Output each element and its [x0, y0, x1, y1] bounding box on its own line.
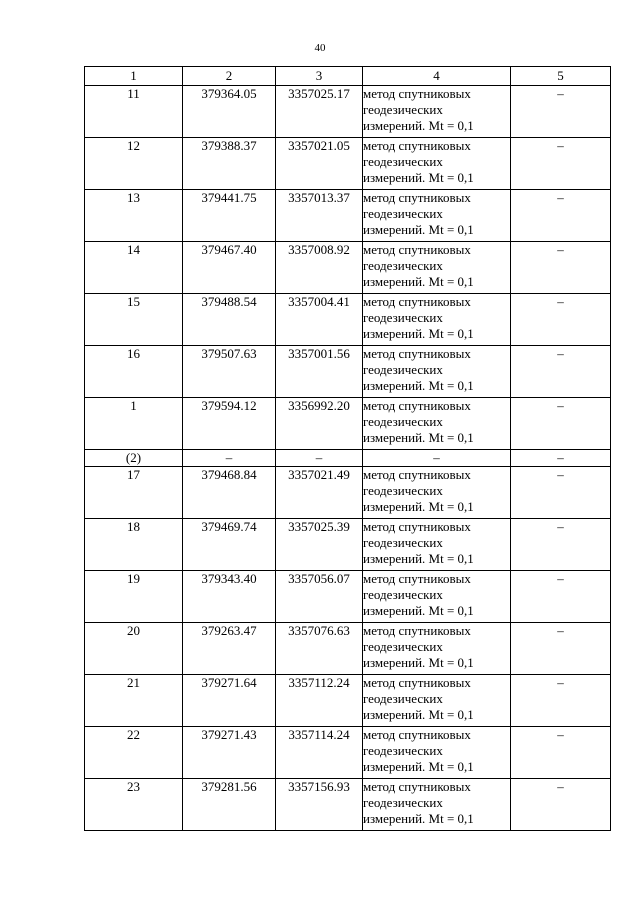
method-cell: метод спутниковых геодезических измерений. Mt = 0,1 [363, 346, 511, 398]
y-coordinate-cell: 3357025.17 [276, 86, 363, 138]
table-row [85, 294, 611, 346]
description-cell: – [511, 519, 611, 571]
y-coordinate-cell: 3357076.63 [276, 623, 363, 675]
x-coordinate-cell: 379364.05 [183, 86, 276, 138]
description-cell: – [511, 138, 611, 190]
y-coordinate-cell: 3357056.07 [276, 571, 363, 623]
point-cell: 22 [85, 727, 183, 779]
y-coordinate-cell: 3357025.39 [276, 519, 363, 571]
point-cell: 21 [85, 675, 183, 727]
point-cell: 11 [85, 86, 183, 138]
table-row [85, 675, 611, 727]
point-cell: 20 [85, 623, 183, 675]
y-coordinate-cell: 3357021.49 [276, 467, 363, 519]
table-row [85, 86, 611, 138]
table-row [85, 138, 611, 190]
description-cell: – [511, 623, 611, 675]
y-coordinate-cell: 3357112.24 [276, 675, 363, 727]
x-coordinate-cell: 379468.84 [183, 467, 276, 519]
point-cell: 13 [85, 190, 183, 242]
description-cell: – [511, 398, 611, 450]
table-row [85, 623, 611, 675]
table-row [85, 779, 611, 831]
description-cell: – [511, 779, 611, 831]
point-cell: 19 [85, 571, 183, 623]
y-coordinate-cell: 3357021.05 [276, 138, 363, 190]
method-cell: метод спутниковых геодезических измерений. Mt = 0,1 [363, 519, 511, 571]
page-number: 40 [314, 42, 326, 54]
method-cell: метод спутниковых геодезических измерений. Mt = 0,1 [363, 398, 511, 450]
x-coordinate-cell: 379594.12 [183, 398, 276, 450]
method-cell: метод спутниковых геодезических измерений. Mt = 0,1 [363, 86, 511, 138]
table-row [85, 398, 611, 450]
header-cell-x: 2 [183, 67, 276, 86]
method-cell: метод спутниковых геодезических измерений. Mt = 0,1 [363, 779, 511, 831]
table-row [85, 467, 611, 519]
table-row [85, 190, 611, 242]
y-coordinate-cell: 3357004.41 [276, 294, 363, 346]
description-cell: – [511, 242, 611, 294]
method-cell: метод спутниковых геодезических измерений. Mt = 0,1 [363, 467, 511, 519]
x-coordinate-cell: 379441.75 [183, 190, 276, 242]
description-cell: – [511, 675, 611, 727]
x-coordinate-cell: 379271.43 [183, 727, 276, 779]
description-cell: – [511, 727, 611, 779]
point-cell: 17 [85, 467, 183, 519]
method-cell: – [363, 450, 511, 467]
table-row [85, 346, 611, 398]
table-row [85, 571, 611, 623]
x-coordinate-cell: – [183, 450, 276, 467]
description-cell: – [511, 86, 611, 138]
y-coordinate-cell: 3356992.20 [276, 398, 363, 450]
description-cell: – [511, 450, 611, 467]
coordinates-table [84, 66, 611, 831]
point-cell: 23 [85, 779, 183, 831]
point-cell: 15 [85, 294, 183, 346]
x-coordinate-cell: 379388.37 [183, 138, 276, 190]
method-cell: метод спутниковых геодезических измерений. Mt = 0,1 [363, 190, 511, 242]
x-coordinate-cell: 379263.47 [183, 623, 276, 675]
x-coordinate-cell: 379488.54 [183, 294, 276, 346]
point-cell: 14 [85, 242, 183, 294]
method-cell: метод спутниковых геодезических измерений. Mt = 0,1 [363, 571, 511, 623]
method-cell: метод спутниковых геодезических измерений. Mt = 0,1 [363, 294, 511, 346]
table-body [85, 86, 611, 831]
point-cell: 1 [85, 398, 183, 450]
table-row [85, 519, 611, 571]
header-cell-method: 4 [363, 67, 511, 86]
header-cell-y: 3 [276, 67, 363, 86]
y-coordinate-cell: 3357114.24 [276, 727, 363, 779]
separator-row [85, 450, 611, 467]
description-cell: – [511, 571, 611, 623]
table-header [85, 67, 611, 86]
header-cell-description: 5 [511, 67, 611, 86]
x-coordinate-cell: 379343.40 [183, 571, 276, 623]
table-row [85, 727, 611, 779]
point-cell: 18 [85, 519, 183, 571]
x-coordinate-cell: 379271.64 [183, 675, 276, 727]
table-row [85, 242, 611, 294]
y-coordinate-cell: 3357001.56 [276, 346, 363, 398]
method-cell: метод спутниковых геодезических измерений. Mt = 0,1 [363, 727, 511, 779]
x-coordinate-cell: 379507.63 [183, 346, 276, 398]
y-coordinate-cell: 3357013.37 [276, 190, 363, 242]
x-coordinate-cell: 379469.74 [183, 519, 276, 571]
method-cell: метод спутниковых геодезических измерений. Mt = 0,1 [363, 138, 511, 190]
y-coordinate-cell: – [276, 450, 363, 467]
header-row [85, 67, 611, 86]
description-cell: – [511, 190, 611, 242]
description-cell: – [511, 346, 611, 398]
x-coordinate-cell: 379281.56 [183, 779, 276, 831]
header-cell-point: 1 [85, 67, 183, 86]
y-coordinate-cell: 3357008.92 [276, 242, 363, 294]
method-cell: метод спутниковых геодезических измерений. Mt = 0,1 [363, 675, 511, 727]
point-cell: 16 [85, 346, 183, 398]
x-coordinate-cell: 379467.40 [183, 242, 276, 294]
method-cell: метод спутниковых геодезических измерений. Mt = 0,1 [363, 623, 511, 675]
description-cell: – [511, 294, 611, 346]
point-cell: 12 [85, 138, 183, 190]
description-cell: – [511, 467, 611, 519]
y-coordinate-cell: 3357156.93 [276, 779, 363, 831]
point-cell: (2) [85, 450, 183, 467]
method-cell: метод спутниковых геодезических измерений. Mt = 0,1 [363, 242, 511, 294]
